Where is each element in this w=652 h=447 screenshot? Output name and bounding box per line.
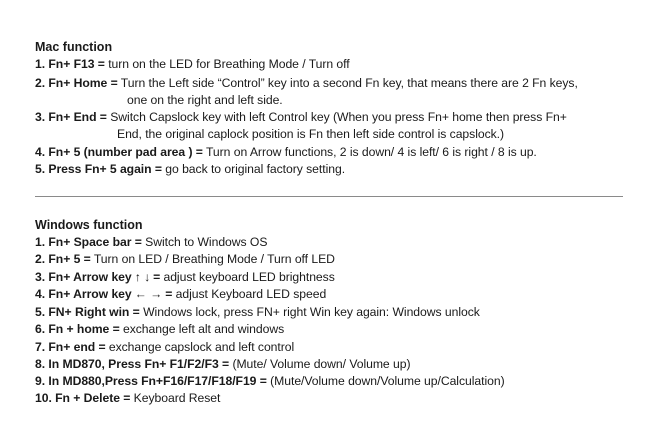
windows-item-8-key: 8. In MD870, Press Fn+ F1/F2/F3 = [35, 357, 230, 371]
mac-item-2-text: Turn the Left side “Control” key into a second Fn key, that means there are 2 Fn keys, [117, 76, 578, 90]
windows-item-5 [35, 305, 480, 320]
mac-item-1-text: turn on the LED for Breathing Mode / Turn off [104, 57, 350, 71]
mac-item-4-key: 4. Fn+ 5 (number pad area ) = [35, 145, 203, 159]
mac-item-1 [35, 57, 350, 72]
windows-item-10 [35, 391, 220, 406]
windows-item-2-key: 2. Fn+ 5 = [35, 252, 91, 266]
mac-item-2 [35, 76, 578, 91]
mac-item-3-key: 3. Fn+ End = [35, 110, 107, 124]
windows-item-4-equals: = [165, 287, 173, 301]
mac-item-2-continuation: one on the right and left side. [127, 93, 283, 107]
windows-item-9-key: 9. In MD880,Press Fn+F16/F17/F18/F19 = [35, 374, 267, 388]
mac-item-5-key: 5. Press Fn+ 5 again = [35, 162, 162, 176]
windows-item-8-text: (Mute/ Volume down/ Volume up) [229, 357, 411, 371]
mac-item-4 [35, 145, 537, 160]
instruction-sheet [35, 0, 635, 447]
windows-item-1-key: 1. Fn+ Space bar = [35, 235, 142, 249]
mac-item-3-text: Switch Capslock key with left Control key (When you press Fn+ home then press Fn+ [106, 110, 567, 124]
windows-item-3-text: adjust keyboard LED brightness [160, 270, 335, 284]
windows-item-6-text: exchange left alt and windows [119, 322, 285, 336]
windows-item-9-text: (Mute/Volume down/Volume up/Calculation) [266, 374, 505, 388]
mac-item-5-text: go back to original factory setting. [161, 162, 346, 176]
windows-item-5-text: Windows lock, press FN+ right Win key again: Windows unlock [139, 305, 480, 319]
windows-item-1-text: Switch to Windows OS [141, 235, 268, 249]
left-right-arrow-icon: ← → [134, 287, 163, 301]
windows-item-8 [35, 357, 410, 372]
section-divider [35, 196, 623, 197]
mac-item-2-key: 2. Fn+ Home = [35, 76, 118, 90]
windows-item-6-key: 6. Fn + home = [35, 322, 120, 336]
mac-item-3-continuation: End, the original caplock position is Fn then left side control is capslock.) [117, 127, 505, 141]
windows-item-7 [35, 340, 294, 355]
windows-item-7-text: exchange capslock and left control [105, 340, 295, 354]
windows-item-3 [35, 270, 335, 285]
windows-item-9 [35, 374, 505, 389]
up-down-arrow-icon: ↑ ↓ [134, 270, 151, 284]
windows-item-10-text: Keyboard Reset [130, 391, 221, 405]
windows-item-2 [35, 252, 335, 267]
windows-item-6 [35, 322, 284, 337]
mac-function-heading: Mac function [35, 40, 113, 54]
windows-item-4-text: adjust Keyboard LED speed [172, 287, 327, 301]
windows-item-7-key: 7. Fn+ end = [35, 340, 106, 354]
mac-item-5 [35, 162, 345, 177]
windows-item-1 [35, 235, 267, 250]
mac-item-1-key: 1. Fn+ F13 = [35, 57, 105, 71]
windows-item-3-equals: = [153, 270, 161, 284]
windows-item-10-key: 10. Fn + Delete = [35, 391, 131, 405]
mac-item-3 [35, 110, 567, 125]
windows-item-3-key: 3. Fn+ Arrow key [35, 270, 132, 284]
windows-item-2-text: Turn on LED / Breathing Mode / Turn off LED [90, 252, 335, 266]
windows-item-5-key: 5. FN+ Right win = [35, 305, 140, 319]
mac-item-4-text: Turn on Arrow functions, 2 is down/ 4 is left/ 6 is right / 8 is up. [202, 145, 537, 159]
windows-item-4 [35, 287, 326, 302]
windows-item-4-key: 4. Fn+ Arrow key [35, 287, 132, 301]
windows-function-heading: Windows function [35, 218, 143, 232]
